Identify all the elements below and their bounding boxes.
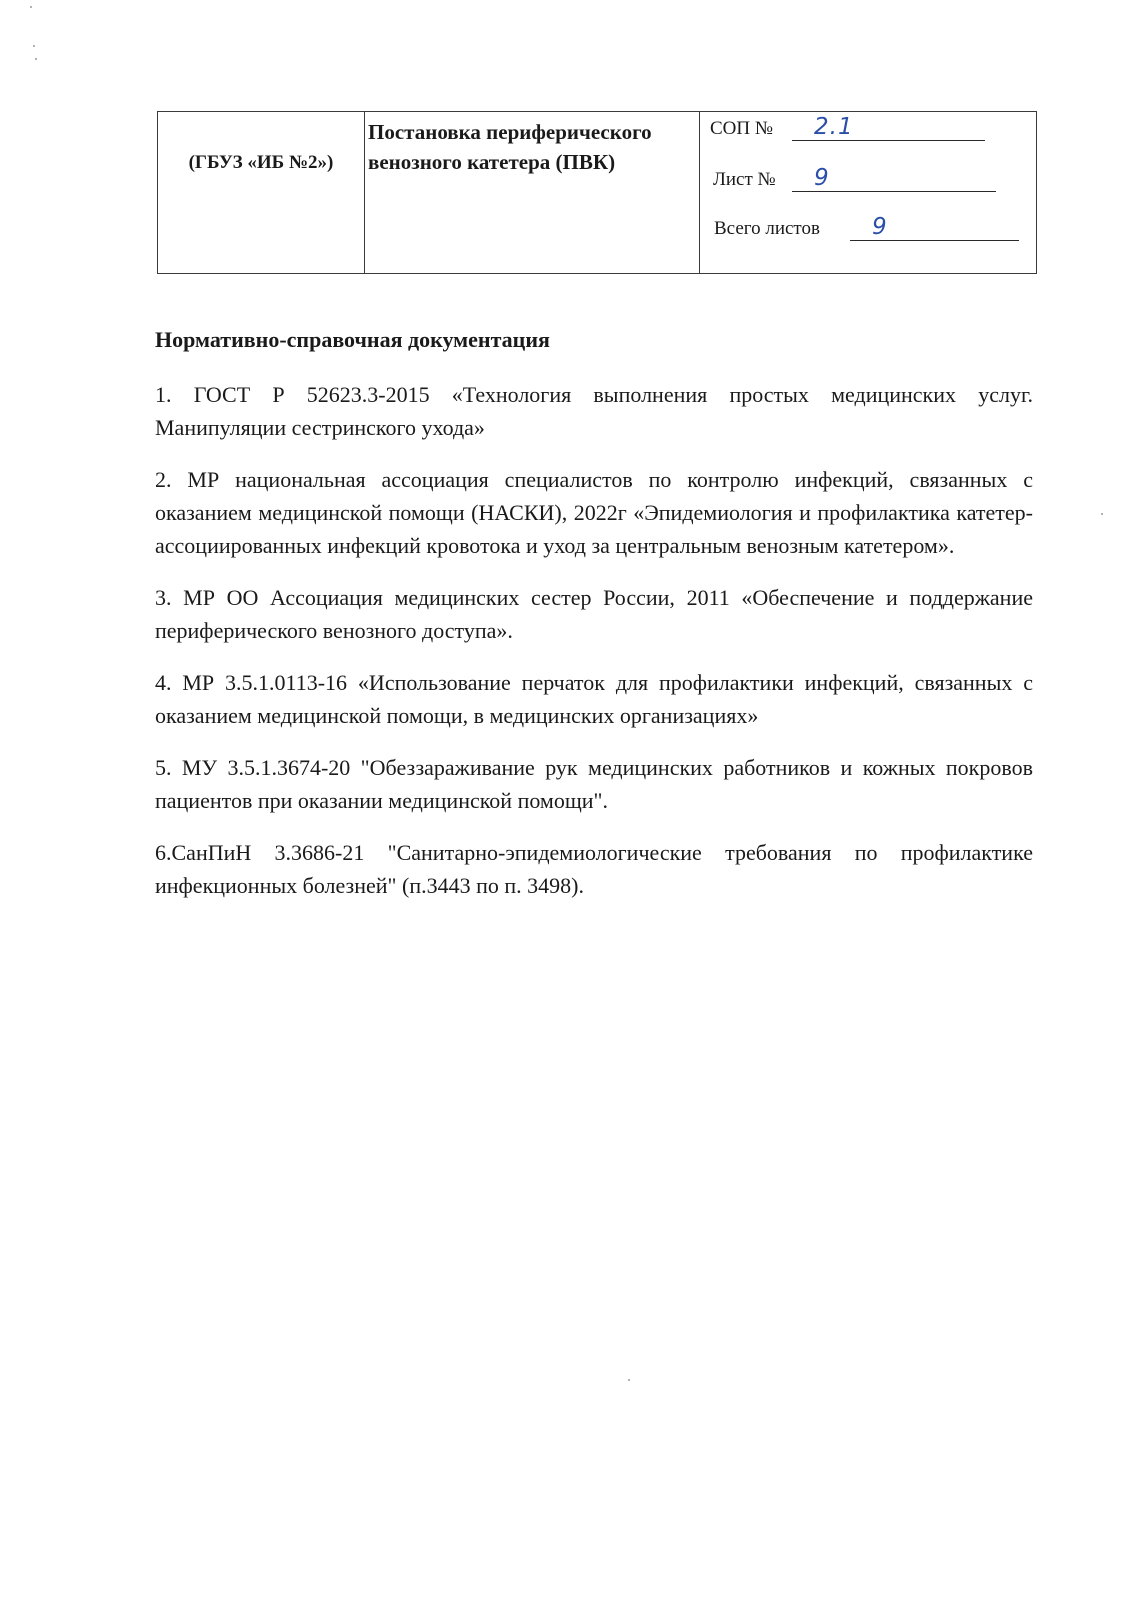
sop-number-label: СОП № — [710, 118, 773, 139]
section-heading: Нормативно-справочная документация — [155, 327, 550, 352]
reference-item: 1. ГОСТ Р 52623.3-2015 «Технология выполнения простых медицинских услуг. Манипуляции сестринского ухода» — [155, 382, 1033, 440]
reference-list — [155, 378, 1033, 921]
total-sheets-field — [850, 214, 1019, 241]
scan-speck — [35, 58, 37, 60]
reference-item: 2. МР национальная ассоциация специалистов по контролю инфекций, связанных с оказанием медицинской помощи (НАСКИ), 2022г «Эпидемиология и профилактика катетер-ассоциированных инфекций кровотока и уход за центральным венозным катетером». — [155, 467, 1033, 558]
reference-item: 3. МР ОО Ассоциация медицинских сестер России, 2011 «Обеспечение и поддержание периферического венозного доступа». — [155, 585, 1033, 643]
total-sheets-row — [700, 214, 1036, 240]
sop-number-row — [700, 114, 1036, 140]
sheet-number-row — [700, 165, 1036, 191]
reference-item: 6.СанПиН 3.3686-21 "Санитарно-эпидемиологические требования по профилактике инфекционных болезней" (п.3443 по п. 3498). — [155, 840, 1033, 898]
sheet-number-field — [792, 165, 996, 192]
sop-number-field — [792, 114, 985, 141]
procedure-title: Постановка периферического венозного катетера (ПВК) — [368, 120, 652, 174]
total-sheets-label: Всего листов — [714, 218, 820, 239]
scan-speck — [628, 1379, 630, 1381]
organization-cell — [158, 112, 365, 274]
scan-speck — [30, 6, 32, 8]
document-header-table — [157, 111, 1037, 274]
reference-item: 5. МУ 3.5.1.3674-20 "Обеззараживание рук медицинских работников и кожных покровов пациентов при оказании медицинской помощи". — [155, 755, 1033, 813]
organization-name: (ГБУЗ «ИБ №2») — [188, 152, 334, 173]
scan-speck — [33, 45, 35, 47]
sheet-number-value: 9 — [814, 165, 830, 191]
reference-item: 4. МР 3.5.1.0113-16 «Использование перчаток для профилактики инфекций, связанных с оказанием медицинской помощи, в медицинских организациях» — [155, 670, 1033, 728]
procedure-title-cell — [365, 112, 700, 274]
sheet-number-label: Лист № — [713, 169, 776, 190]
sop-meta-cell — [700, 112, 1037, 274]
total-sheets-value: 9 — [872, 214, 888, 240]
scan-speck — [1101, 513, 1103, 515]
sop-number-value: 2.1 — [814, 114, 854, 140]
